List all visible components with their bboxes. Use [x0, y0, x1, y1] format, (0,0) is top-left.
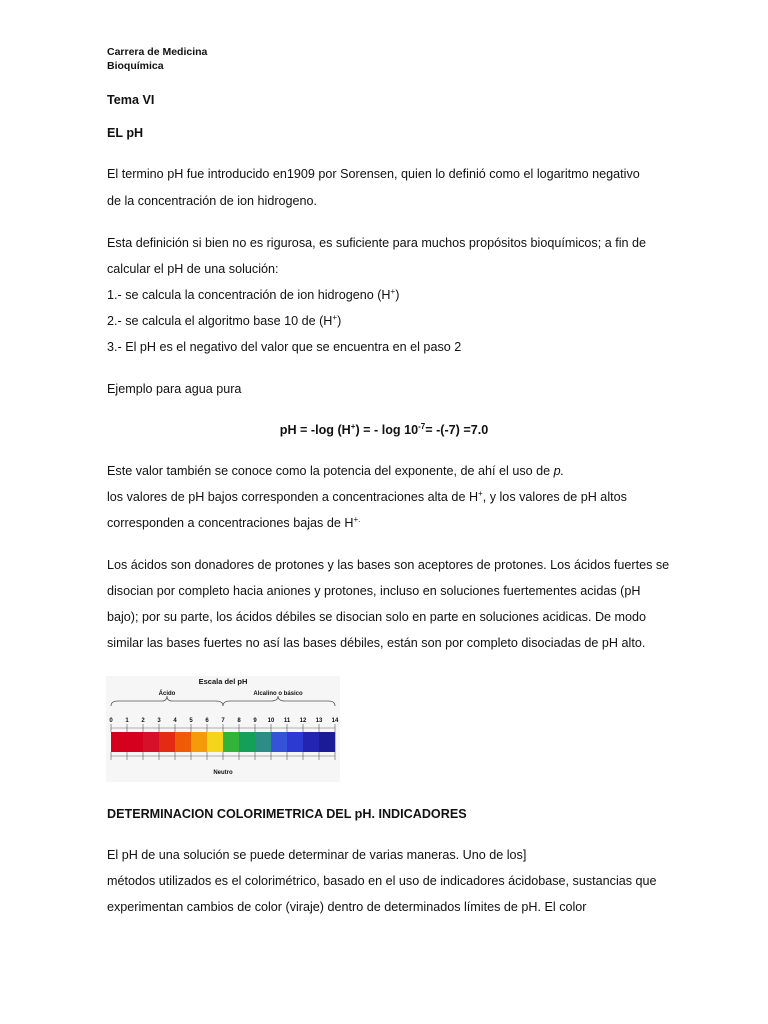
ph-scale-figure — [106, 676, 340, 782]
paragraph4-line: Los ácidos son donadores de protones y las bases son aceptores de protones. Los ácidos fuertes se — [107, 558, 670, 572]
section-heading: DETERMINACION COLORIMETRICA DEL pH. INDICADORES — [107, 807, 467, 821]
tick-label: 3 — [157, 718, 161, 724]
header-line-2: Bioquímica — [107, 60, 164, 72]
paragraph1-line: El termino pH fue introducido en1909 por Sorensen, quien lo definió como el logaritmo negativo — [107, 167, 640, 181]
base-label: Alcalino o básico — [253, 691, 303, 697]
tick-label: 8 — [237, 718, 241, 724]
tick-label: 6 — [205, 718, 209, 724]
tick-label: 7 — [221, 718, 225, 724]
color-bands — [111, 732, 335, 752]
page-title: EL pH — [107, 126, 144, 140]
color-band — [303, 732, 319, 752]
paragraph3-line-3: corresponden a concentraciones bajas de H+. — [107, 514, 361, 530]
color-band — [255, 732, 271, 752]
color-band — [271, 732, 287, 752]
ph-formula: pH = -log (H+) = - $\log 10^{-7}= -(-7) =7.0$ — [279, 421, 489, 437]
neutral-label: Neutro — [213, 770, 233, 776]
tick-label: 9 — [253, 718, 257, 724]
tick-label: 10 — [267, 718, 275, 724]
tick-label: 14 — [331, 718, 339, 724]
color-band — [159, 732, 175, 752]
base-brace — [223, 696, 335, 706]
paragraph4-line: similar las bases fuertes no así las bases débiles, están son por completo disociadas de pH alto. — [107, 636, 646, 650]
header-line-1: Carrera de Medicina — [107, 46, 208, 58]
tick-label: 2 — [141, 718, 145, 724]
step-1: 1.- se calcula la concentración de ion hidrogeno (H+) — [107, 286, 400, 302]
paragraph4-line: bajo); por su parte, los ácidos débiles se disocian solo en parte en soluciones acidicas. De modo — [107, 610, 647, 624]
tick-label: 13 — [315, 718, 323, 724]
example-label: Ejemplo para agua pura — [107, 382, 242, 396]
tick-label: 0 — [109, 718, 113, 724]
acid-label: Ácido — [158, 691, 176, 697]
color-band — [287, 732, 303, 752]
color-band — [223, 732, 239, 752]
tick-label: 1 — [125, 718, 129, 724]
paragraph2-line: Esta definición si bien no es rigurosa, es suficiente para muchos propósitos bioquímicos; a fin de — [107, 236, 647, 250]
ph-scale-svg — [106, 676, 340, 782]
paragraph5-line: experimentan cambios de color (viraje) dentro de determinados límites de pH. El color — [107, 900, 587, 914]
paragraph3-line-2: los valores de pH bajos corresponden a concentraciones alta de H+, y los valores de pH altos — [107, 488, 627, 504]
color-band — [239, 732, 255, 752]
paragraph3-line-1: Este valor también se conoce como la potencia del exponente, de ahí el uso de p. — [107, 464, 565, 478]
tick-labels — [109, 718, 339, 724]
tick-label: 12 — [299, 718, 307, 724]
color-band — [111, 732, 127, 752]
color-band — [207, 732, 223, 752]
step-2: 2.- se calcula el algoritmo base 10 de (H+) — [107, 312, 342, 328]
color-band — [319, 732, 335, 752]
color-band — [127, 732, 143, 752]
paragraph1-line: de la concentración de ion hidrogeno. — [107, 194, 318, 208]
paragraph2-line: calcular el pH de una solución: — [107, 262, 279, 276]
tick-label: 5 — [189, 718, 193, 724]
tick-label: 11 — [283, 718, 291, 724]
color-band — [143, 732, 159, 752]
acid-brace — [111, 696, 223, 706]
paragraph5-line: métodos utilizados es el colorimétrico, basado en el uso de indicadores ácidobase, sustancias que — [107, 874, 657, 888]
ph-scale-title: Escala del pH — [198, 677, 248, 686]
topic-heading: Tema VI — [107, 93, 155, 107]
color-band — [175, 732, 191, 752]
paragraph4-line: disocian por completo hacia aniones y protones, incluso en soluciones fuertementes acidas (pH — [107, 584, 641, 598]
tick-label: 4 — [173, 718, 177, 724]
color-band — [191, 732, 207, 752]
paragraph5-line: El pH de una solución se puede determinar de varias maneras. Uno de los] — [107, 848, 527, 862]
step-3: 3.- El pH es el negativo del valor que se encuentra en el paso 2 — [107, 340, 462, 354]
